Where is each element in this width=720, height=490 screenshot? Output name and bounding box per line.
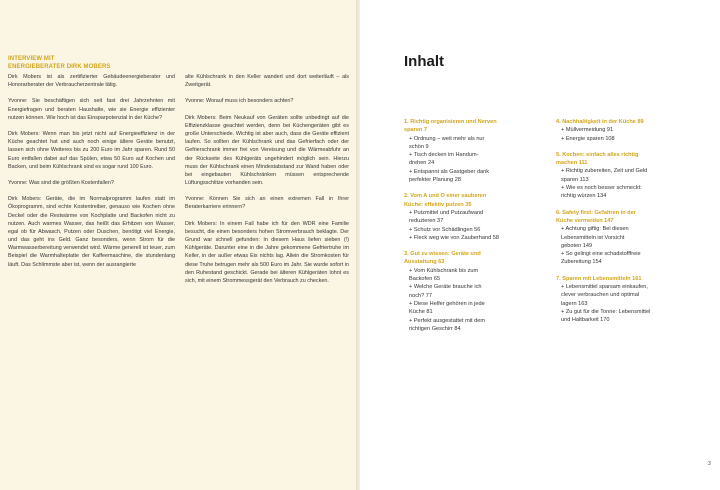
toc-entry[interactable]: + Lebensmittel sparsam einkaufen, <box>561 284 648 291</box>
interview-paragraph: alte Kühlschrank in den Keller wandert und dort weiterläuft – als Zweitgerät. <box>185 74 349 89</box>
toc-entry[interactable]: clever verbrauchen und optimal <box>561 292 640 299</box>
toc-entry[interactable]: drehen 24 <box>409 160 435 167</box>
toc-section <box>556 275 696 325</box>
interview-paragraph: Dirk Mobers ist als zertifizierter Gebäudeenergieberater und Honorarberater der Verbraucherzentrale tätig. <box>8 74 175 89</box>
interview-paragraph: Dirk Mobers: Beim Neukauf von Geräten sollte unbedingt auf die Effizienzklasse geachtet werden, denn bei Küchengeräten gibt es große Unterschiede. Wichtig ist aber auch, dass die Geräte effizient laufen. So sollten der Kühlschrank und das Gefrierfach oder der Gefrierschrank immer frei von Vereisung und die Wärmeabfuhr an der Rückseite des Kühlgeräts ungehindert möglich sein. Hierzu muss der Kühlschrank einen Mindestabstand zur Wand haben oder bei eingebauten Kühlschränken müssen entsprechende Lüftungsschlitze vorhanden sein. <box>185 114 349 186</box>
toc-entry[interactable]: Lebensmitteln ist Vorsicht <box>561 234 625 241</box>
toc-entry[interactable]: + Richtig zubereiten, Zeit und Geld <box>561 168 648 175</box>
toc-entry[interactable]: + Achtung giftig: Bei diesen <box>561 226 629 233</box>
interview-heading <box>8 55 178 71</box>
toc-section-heading[interactable]: 4. Nachhaltigkeit in der Küche 89 <box>556 119 644 125</box>
toc-entry[interactable]: richtigen Geschirr 84 <box>409 325 461 332</box>
toc-section <box>404 250 544 333</box>
toc-section-heading[interactable]: machen 111 <box>556 160 588 167</box>
toc-entry[interactable]: Backofen 65 <box>409 276 441 283</box>
toc-entry[interactable]: Zubereitung 154 <box>561 259 602 266</box>
toc-entry[interactable]: reduzieren 37 <box>409 218 444 225</box>
toc-section <box>556 209 696 267</box>
interview-paragraph: Dirk Mobers: In einem Fall habe ich für den WDR eine Familie besucht, die einen besonders hohen Stromverbrauch beklagte. Der Grund war schnell gefunden: In diesem Haus liefen sieben (!) Kühlgeräte. Darunter eine in die Jahre gekommene Gefriertruhe im Keller, in der außer etwas Eis nichts lag. Allein die Stromkosten für diese Truhe betrugen mehr als 500 Euro im Jahr. Sie wurde sofort in den Ruhestand geschickt. Gerade bei älteren Kühlgeräten lohnt es sich, mit einem Strommessgerät den Verbrauch zu checken. <box>185 220 349 284</box>
toc-section <box>404 118 544 184</box>
toc-entry[interactable]: + Schutz vor Schädlingen 56 <box>409 226 481 233</box>
toc-section-heading[interactable]: 6. Safety first: Gefahren in der <box>556 209 636 216</box>
toc-section-heading[interactable]: 5. Kochen: einfach alles richtig <box>556 151 639 158</box>
interview-paragraph: Yvonne: Was sind die größten Kostenfallen? <box>8 179 114 186</box>
toc-column-1 <box>404 118 544 341</box>
interview-paragraph: Yvonne: Worauf muss ich besonders achten? <box>185 98 294 105</box>
left-page <box>0 0 358 490</box>
toc-entry[interactable]: und Haltbarkeit 170 <box>561 317 610 324</box>
interview-paragraph: Yvonne: Können Sie sich an einen extremen Fall in Ihrer Beraterkarriere erinnern? <box>185 196 349 211</box>
interview-paragraph: Dirk Mobers: Geräte, die im Normalprogramm laufen statt im Ökoprogramm, sind echte Kostentreiber, genauso wie Kochen ohne Deckel oder die Restwärme von Kochplatte und Backofen nicht zu nutzen. Auch warmes Wasser, das heißt das Erhitzen von Wasser, egal ob für Abwasch, Putzen oder Duschen, benötigt viel Energie, und das geht ins Geld. Ganz besonders, wenn Strom für die Warmwasserbereitung verwendet wird. Wärme generell ist teuer, zum Beispiel die Warmhalteplatte der Kaffeemaschine, die stundenlang läuft. Das Schlimmste aber ist, wenn der ausrangierte <box>8 196 175 268</box>
toc-entry[interactable]: perfekter Planung 28 <box>409 177 461 184</box>
toc-entry[interactable]: schön 9 <box>409 143 429 150</box>
toc-entry[interactable]: + Fleck weg wie von Zauberhand 58 <box>409 234 500 241</box>
toc-section-heading[interactable]: Ausstattung 63 <box>404 259 445 266</box>
toc-entry[interactable]: + Perfekt ausgestattet mit dem <box>409 317 486 324</box>
toc-entry[interactable]: + Energie sparen 108 <box>561 135 615 142</box>
toc-section-heading[interactable]: Küche: effektiv putzen 35 <box>404 201 472 208</box>
interview-paragraph: Yvonne: Sie beschäftigen sich seit fast drei Jahrzehnten mit Energiefragen und beraten Haushalte, wie sie Energie effizienter nutzen können. Wie hoch ist das Einsparpotenzial in der Küche? <box>8 98 175 121</box>
interview-heading-line1: INTERVIEW MIT <box>8 56 55 62</box>
toc-section-heading[interactable]: 7. Sparen mit Lebensmitteln 161 <box>556 275 642 282</box>
interview-column-1 <box>8 73 175 277</box>
toc-section-heading[interactable]: sparen 7 <box>404 127 428 134</box>
toc-title: Inhalt <box>404 53 444 70</box>
interview-column-2 <box>185 73 349 293</box>
toc-entry[interactable]: geboten 149 <box>561 242 593 249</box>
toc-entry[interactable]: + Welche Geräte brauche ich <box>409 284 482 291</box>
toc-column-2 <box>556 118 696 333</box>
toc-entry[interactable]: + Wie es noch besser schmeckt: <box>561 185 642 192</box>
toc-entry[interactable]: + So gelingt eine schadstofffreie <box>561 251 641 258</box>
toc-entry[interactable]: richtig würzen 134 <box>561 193 607 200</box>
toc-entry[interactable]: + Ordnung – weit mehr als nur <box>409 135 485 142</box>
toc-section-heading[interactable]: Küche vermeiden 147 <box>556 217 614 224</box>
toc-entry[interactable]: sparen 113 <box>561 176 589 183</box>
toc-entry[interactable]: + Zu gut für die Tonne: Lebensmittel <box>561 308 651 315</box>
toc-section-heading[interactable]: 3. Gut zu wissen: Geräte und <box>404 251 481 258</box>
toc-section-heading[interactable]: 2. Vom A und O einer sauberen <box>404 193 487 200</box>
toc-entry[interactable]: + Tisch decken im Handum- <box>409 152 479 159</box>
toc-section <box>556 118 696 143</box>
toc-entry[interactable]: + Entspannt als Gastgeber dank <box>409 168 490 175</box>
toc-section <box>404 192 544 242</box>
toc-entry[interactable]: + Vom Kühlschrank bis zum <box>409 267 479 274</box>
toc-entry[interactable]: + Diese Helfer gehören in jede <box>409 300 485 307</box>
toc-entry[interactable]: + Müllvermeidung 91 <box>561 127 614 134</box>
toc-section-heading[interactable]: 1. Richtig organisieren und Nerven <box>404 119 497 125</box>
interview-heading-line2: ENERGIEBERATER DIRK MOBERS <box>8 64 111 70</box>
page-number: 3 <box>708 461 711 467</box>
toc-entry[interactable]: lagern 163 <box>561 300 588 307</box>
toc-entry[interactable]: + Putzmittel und Putzaufwand <box>409 209 484 216</box>
toc-section <box>556 151 696 201</box>
interview-paragraph: Dirk Mobers: Wenn man bis jetzt nicht auf Energieeffizienz in der Küche geachtet hat und auch noch einige ältere Geräte benutzt, lassen sich ohne Weiteres bis zu 200 Euro im Jahr sparen. Rund 50 Euro entfallen dabei auf das Spülen, etwa 50 Euro auf Kochen und Backen, und beim Kühlschrank sind es sogar rund 100 Euro. <box>8 131 175 170</box>
toc-entry[interactable]: Küche 81 <box>409 309 433 316</box>
toc-entry[interactable]: noch? 77 <box>409 292 433 299</box>
